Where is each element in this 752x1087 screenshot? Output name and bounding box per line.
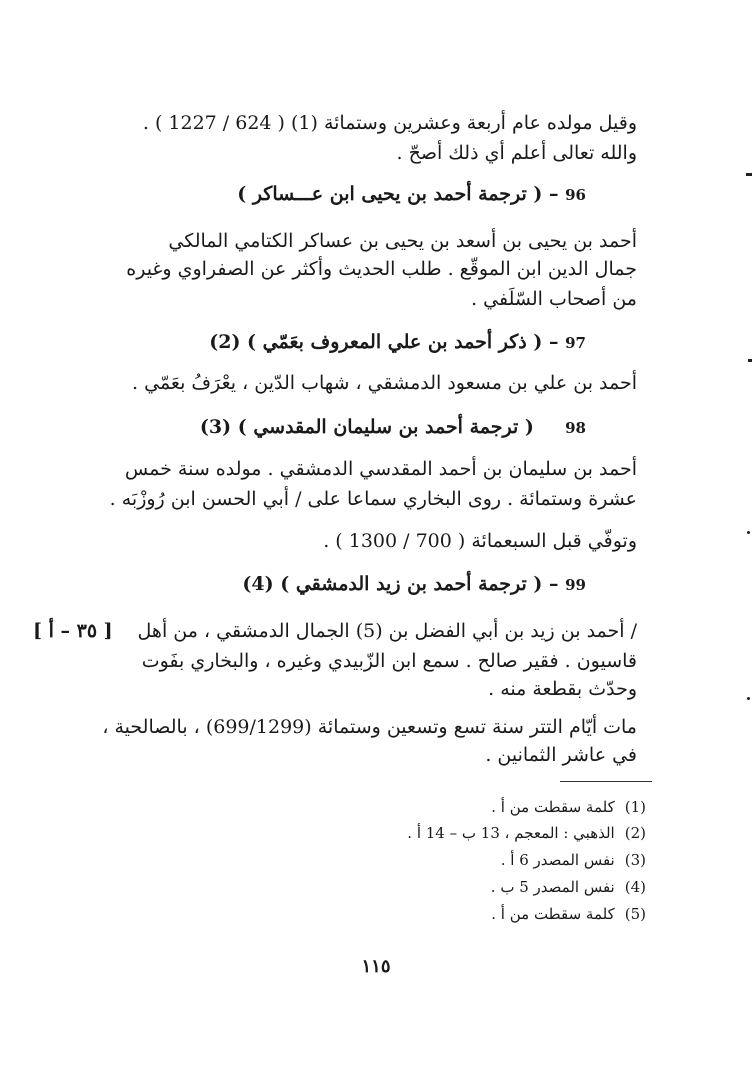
entry-heading-98 <box>200 414 586 441</box>
entry-title: – ( ذكر أحمد بن علي المعروف بعَمّي ) (2) <box>209 331 559 353</box>
entry-number: 96 <box>565 186 586 204</box>
manuscript-folio-ref: [ ٣٥ – أ ] <box>33 620 113 642</box>
entry-number: 99 <box>565 576 586 594</box>
footnote-text: كلمة سقطت من أ . <box>491 905 615 923</box>
entry-number: 98 <box>565 419 586 437</box>
footnote-text: الذهبي : المعجم ، 13 ب – 14 أ . <box>407 824 615 842</box>
footnote <box>501 849 646 871</box>
footnote <box>491 876 646 898</box>
footnote-number: (5) <box>624 905 646 923</box>
entry-heading-99 <box>242 571 586 598</box>
entry-heading-97 <box>209 329 586 356</box>
scan-mark <box>747 531 750 534</box>
text-line: قاسيون . فقير صالح . سمع ابن الزّبيدي وغيره ، والبخاري بفَوت <box>141 650 637 672</box>
text-line: وحدّث بقطعة منه . <box>488 678 637 700</box>
footnote-text: نفس المصدر 5 ب . <box>490 878 615 896</box>
footnote <box>491 903 646 925</box>
text-line: والله تعالى أعلم أي ذلك أصحّ . <box>396 142 637 164</box>
footnote-number: (1) <box>624 798 646 816</box>
footnote-number: (3) <box>624 851 646 869</box>
footnote <box>491 796 646 818</box>
entry-title: – ( ترجمة أحمد بن زيد الدمشقي ) (4) <box>242 573 559 595</box>
scan-mark <box>747 697 750 700</box>
entry-title: ( ترجمة أحمد بن سليمان المقدسي ) (3) <box>199 416 534 438</box>
text-line: أحمد بن علي بن مسعود الدمشقي ، شهاب الدّين ، يعْرَفُ بعَمّي . <box>132 372 637 394</box>
footnote-number: (2) <box>624 824 646 842</box>
text-line: أحمد بن يحيى بن أسعد بن يحيى بن عساكر الكتامي المالكي <box>168 230 637 252</box>
text-line: عشرة وستمائة . روى البخاري سماعا على / أبي الحسن ابن رُوزْبَه . <box>109 488 637 510</box>
text-line: جمال الدين ابن الموقّع . طلب الحديث وأكثر عن الصفراوي وغيره <box>126 258 637 280</box>
scan-mark <box>746 173 752 176</box>
footnote-text: كلمة سقطت من أ . <box>491 798 615 816</box>
footnote-number: (4) <box>624 878 646 896</box>
text-line: أحمد بن سليمان بن أحمد المقدسي الدمشقي . مولده سنة خمس <box>124 458 637 480</box>
text-line: في عاشر الثمانين . <box>485 744 637 766</box>
text-line: وقيل مولده عام أربعة وعشرين وستمائة (1) ( 624 / 1227 ) . <box>142 112 637 134</box>
entry-title: – ( ترجمة أحمد بن يحيى ابن عـــساكر ) <box>237 183 559 205</box>
text-line: من أصحاب السّلَفي . <box>471 288 637 310</box>
footnote-divider <box>560 781 652 782</box>
entry-heading-96 <box>237 181 586 208</box>
entry-number: 97 <box>565 334 586 352</box>
text-line: / أحمد بن زيد بن أبي الفضل بن (5) الجمال الدمشقي ، من أهل <box>137 620 637 642</box>
page-number: ١١٥ <box>361 956 391 977</box>
scan-mark <box>748 359 752 362</box>
footnote-text: نفس المصدر 6 أ . <box>500 851 615 869</box>
footnote <box>407 822 646 844</box>
text-line: مات أيّام التتر سنة تسع وتسعين وستمائة (699/1299) ، بالصالحية ، <box>102 716 637 738</box>
text-line: وتوفّي قبل السبعمائة ( 700 / 1300 ) . <box>323 530 637 552</box>
